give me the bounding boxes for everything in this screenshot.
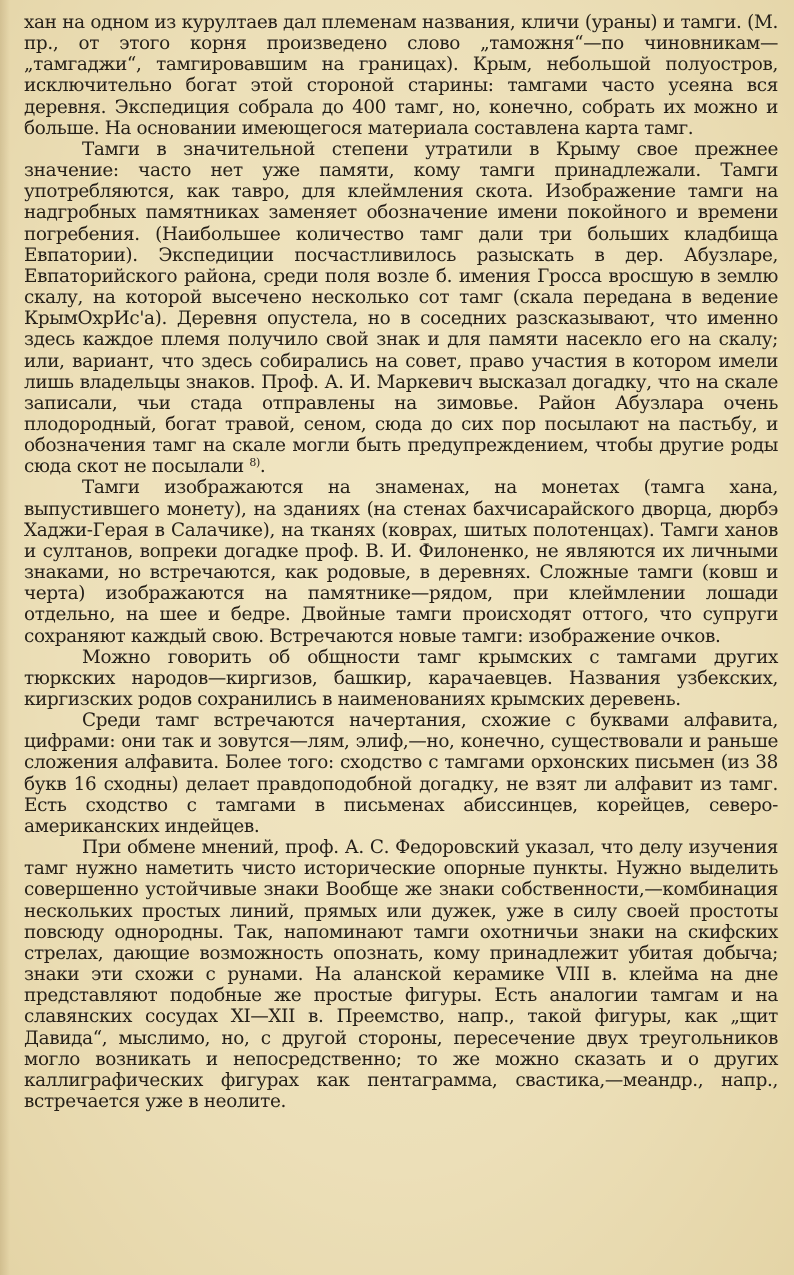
footnote-ref: 8): [249, 456, 260, 470]
document-page: [24, 12, 778, 1112]
paragraph-3: Тамги изображаются на знаменах, на монетах (тамга хана, выпустившего монету), на зданиях (на стенах бахчисарайского дворца, дюрбэ Хаджи-Герая в Салачике), на тканях (коврах, шитых полотенцах). Тамги ханов и султанов, вопреки догадке проф. В. И. Филоненко, не являются их личными знаками, но встречаются, как родовые, в деревнях. Сложные тамги (ковш и черта) изображаются на памятнике—рядом, при клеймлении лошади отдельно, на шее и бедре. Двойные тамги происходят оттого, что супруги сохраняют каждый свою. Встречаются новые тамги: изображение очков.: [24, 477, 778, 647]
paragraph-5: Среди тамг встречаются начертания, схожие с буквами алфавита, цифрами: они так и зовутся—лям, элиф,—но, конечно, существовали и раньше сложения алфавита. Более того: сходство с тамгами орхонских письмен (из 38 букв 16 сходны) делает правдоподобной догадку, не взят ли алфавит из тамг. Есть сходство с тамгами в письменах абиссинцев, корейцев, северо-американских индейцев.: [24, 710, 778, 837]
paragraph-1: хан на одном из курултаев дал племенам названия, кличи (ураны) и тамги. (М. пр., от этого корня произведено слово „таможня“—по чиновникам—„тамгаджи“, тамгировавшим на границах). Крым, небольшой полуостров, исключительно богат этой стороной старины: тамгами часто усеяна вся деревня. Экспедиция собрала до 400 тамг, но, конечно, собрать их можно и больше. На основании имеющегося материала составлена карта тамг.: [24, 12, 778, 139]
paragraph-2-text: Тамги в значительной степени утратили в Крыму свое прежнее значение: часто нет уже памяти, кому тамги принадлежали. Тамги употребляются, как тавро, для клеймления скота. Изображение тамги на надгробных памятниках заменяет обозначение имени покойного и времени погребения. (Наибольшее количество тамг дали три больших кладбища Евпатории). Экспедиции посчастливилось разыскать в дер. Абузларе, Евпаторийского района, среди поля возле б. имения Гросса вросшую в землю скалу, на которой высечено несколько сот тамг (скала передана в ведение КрымОхрИс'а). Деревня опустела, но в соседних разсказывают, что именно здесь каждое племя получило свой знак и для памяти насекло его на скалу; или, вариант, что здесь собирались на совет, право участия в котором имели лишь владельцы знаков. Проф. А. И. Маркевич высказал догадку, что на скале записали, чьи стада отправлены на зимовье. Район Абузлара очень плодородный, богат травой, сеном, сюда до сих пор посылают на пастьбу, и обозначения тамг на скале могли быть предупреждением, чтобы другие роды сюда скот не посылали: [24, 138, 778, 478]
page-edge-shadow: [0, 0, 10, 1275]
paragraph-6: При обмене мнений, проф. А. С. Федоровский указал, что делу изучения тамг нужно наметить чисто исторические опорные пункты. Нужно выделить совершенно устойчивые знаки Вообще же знаки собственности,—комбинация нескольких простых линий, прямых или дужек, уже в силу своей простоты повсюду однородны. Так, напоминают тамги охотничьи знаки на скифских стрелах, дающие возможность опознать, кому принадлежит убитая добыча; знаки эти схожи с рунами. На аланской керамике VIII в. клейма на дне представляют подобные же простые фигуры. Есть аналогии тамгам и на славянских сосудах XI—XII в. Преемство, напр., такой фигуры, как „щит Давида“, мыслимо, но, с другой стороны, пересечение двух треугольников могло возникать и непосредственно; то же можно сказать и о других каллиграфических фигурах как пентаграмма, свастика,—меандр., напр., встречается уже в неолите.: [24, 837, 778, 1112]
paragraph-2: Тамги в значительной степени утратили в Крыму свое прежнее значение: часто нет уже памяти, кому тамги принадлежали. Тамги употребляются, как тавро, для клеймления скота. Изображение тамги на надгробных памятниках заменяет обозначение имени покойного и времени погребения. (Наибольшее количество тамг дали три больших кладбища Евпатории). Экспедиции посчастливилось разыскать в дер. Абузларе, Евпаторийского района, среди поля возле б. имения Гросса вросшую в землю скалу, на которой высечено несколько сот тамг (скала передана в ведение КрымОхрИс'а). Деревня опустела, но в соседних разсказывают, что именно здесь каждое племя получило свой знак и для памяти насекло его на скалу; или, вариант, что здесь собирались на совет, право участия в котором имели лишь владельцы знаков. Проф. А. И. Маркевич высказал догадку, что на скале записали, чьи стада отправлены на зимовье. Район Абузлара очень плодородный, богат травой, сеном, сюда до сих пор посылают на пастьбу, и обозначения тамг на скале могли быть предупреждением, чтобы другие роды сюда скот не посылали $^{8)}$.: [24, 138, 778, 478]
paragraph-4: Можно говорить об общности тамг крымских с тамгами других тюркских народов—киргизов, башкир, карачаевцев. Названия узбекских, киргизских родов сохранились в наименованиях крымских деревень.: [24, 646, 778, 710]
